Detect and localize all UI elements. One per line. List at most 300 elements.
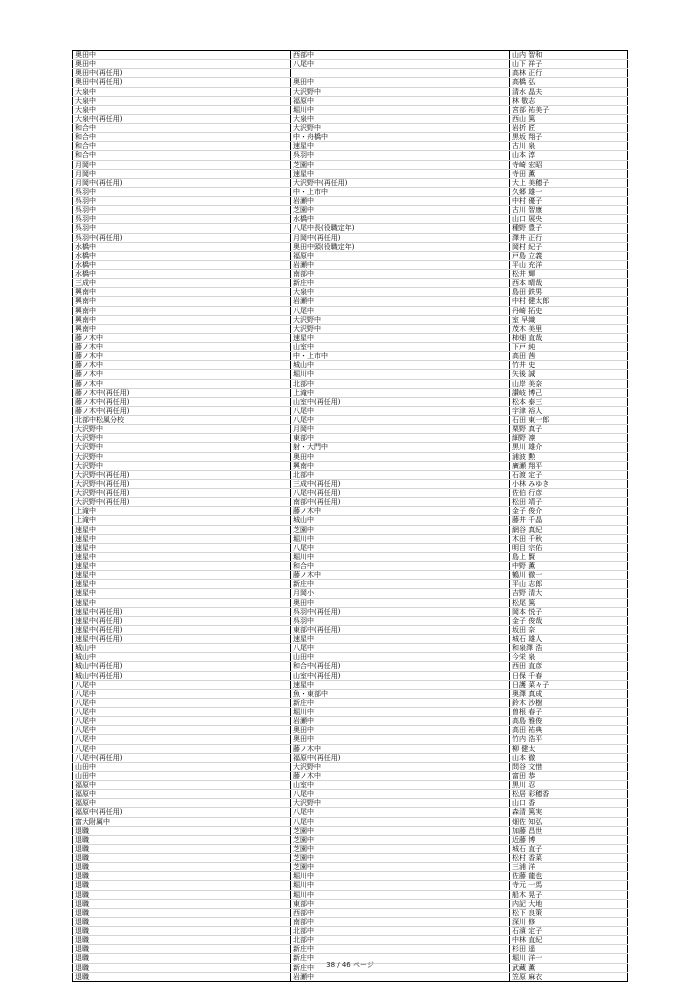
table-row — [73, 215, 628, 224]
old-school-cell: 呉羽中 — [73, 197, 291, 206]
new-school-cell: 西部中 — [291, 51, 510, 60]
new-school-cell: 呉羽中 — [291, 151, 510, 160]
teacher-name-cell: 笠原 麻衣 — [510, 972, 628, 981]
teacher-name-cell: 山下 祥子 — [510, 60, 628, 69]
teacher-name-cell: 山内 智和 — [510, 51, 628, 60]
new-school-cell: 八尾中 — [291, 416, 510, 425]
table-row — [73, 717, 628, 726]
new-school-cell: 大泉中 — [291, 114, 510, 123]
teacher-name-cell: 富田 恭 — [510, 771, 628, 780]
old-school-cell: 大泉中 — [73, 105, 291, 114]
table-row — [73, 87, 628, 96]
old-school-cell: 福原中(再任用) — [73, 808, 291, 817]
new-school-cell: 呉羽中 — [291, 616, 510, 625]
new-school-cell: 岩瀬中 — [291, 717, 510, 726]
old-school-cell: 奥田中(再任用) — [73, 69, 291, 78]
teacher-name-cell: 佐伯 行彦 — [510, 489, 628, 498]
teacher-name-cell: 浦波 勲 — [510, 452, 628, 461]
teacher-name-cell: 松田 靖子 — [510, 498, 628, 507]
old-school-cell: 福原中 — [73, 799, 291, 808]
table-row — [73, 571, 628, 580]
new-school-cell: 速星中 — [291, 635, 510, 644]
teacher-name-cell: 武藏 薫 — [510, 963, 628, 972]
new-school-cell: 中・舟橋中 — [291, 133, 510, 142]
table-row — [73, 324, 628, 333]
new-school-cell: 八尾中 — [291, 306, 510, 315]
teacher-name-cell: 近藤 博 — [510, 835, 628, 844]
teacher-name-cell: 室 早織 — [510, 315, 628, 324]
new-school-cell: 速星中 — [291, 333, 510, 342]
table-row — [73, 352, 628, 361]
new-school-cell: 堀川中 — [291, 708, 510, 717]
new-school-cell: 芝園中 — [291, 525, 510, 534]
new-school-cell: 新庄中 — [291, 954, 510, 963]
page-number: 38 / 46 ページ — [326, 961, 374, 969]
new-school-cell: 岩瀬中 — [291, 972, 510, 981]
new-school-cell: 奥田中 — [291, 735, 510, 744]
table-row — [73, 416, 628, 425]
old-school-cell: 退職 — [73, 927, 291, 936]
old-school-cell: 大泉中(再任用) — [73, 114, 291, 123]
new-school-cell: 奥田中 — [291, 726, 510, 735]
teacher-name-cell: 三浦 洋 — [510, 863, 628, 872]
table-row — [73, 333, 628, 342]
teacher-name-cell: 石濱 定子 — [510, 927, 628, 936]
table-row — [73, 936, 628, 945]
table-row — [73, 379, 628, 388]
teacher-name-cell: 山口 展央 — [510, 215, 628, 224]
teacher-name-cell: 高島 雅俊 — [510, 717, 628, 726]
old-school-cell: 興南中 — [73, 324, 291, 333]
old-school-cell: 月岡中(再任用) — [73, 178, 291, 187]
new-school-cell: 東部中(再任用) — [291, 625, 510, 634]
table-row — [73, 306, 628, 315]
teacher-name-cell: 清水 晶夫 — [510, 87, 628, 96]
table-row — [73, 288, 628, 297]
old-school-cell: 城山中 — [73, 653, 291, 662]
old-school-cell: 和合中 — [73, 124, 291, 133]
new-school-cell: 新庄中 — [291, 963, 510, 972]
table-row — [73, 735, 628, 744]
new-school-cell: 奥田中 — [291, 598, 510, 607]
old-school-cell: 速星中 — [73, 534, 291, 543]
teacher-name-cell: 古川 智康 — [510, 206, 628, 215]
old-school-cell: 呉羽中(再任用) — [73, 233, 291, 242]
new-school-cell: 山室中(再任用) — [291, 397, 510, 406]
old-school-cell: 八尾中 — [73, 744, 291, 753]
new-school-cell: 東部中 — [291, 434, 510, 443]
table-row — [73, 69, 628, 78]
old-school-cell: 福原中 — [73, 790, 291, 799]
teacher-name-cell: 中野 薫 — [510, 562, 628, 571]
teacher-name-cell: 矢後 誠 — [510, 370, 628, 379]
table-row — [73, 635, 628, 644]
teacher-name-cell: 岡村 紀子 — [510, 242, 628, 251]
table-row — [73, 507, 628, 516]
table-row — [73, 470, 628, 479]
teacher-name-cell: 問谷 文惜 — [510, 762, 628, 771]
teacher-name-cell: 鶴川 徹一 — [510, 571, 628, 580]
table-row — [73, 671, 628, 680]
table-row — [73, 589, 628, 598]
new-school-cell: 藤ノ木中 — [291, 771, 510, 780]
table-row — [73, 133, 628, 142]
old-school-cell: 退職 — [73, 972, 291, 981]
teacher-name-cell: 西田 直彦 — [510, 662, 628, 671]
teacher-name-cell: 廣瀬 翔平 — [510, 461, 628, 470]
old-school-cell: 奥田中 — [73, 51, 291, 60]
new-school-cell: 山室中(再任用) — [291, 671, 510, 680]
new-school-cell: 大泉中 — [291, 288, 510, 297]
teacher-name-cell: 種野 豊子 — [510, 224, 628, 233]
old-school-cell: 八尾中 — [73, 680, 291, 689]
new-school-cell: 西部中 — [291, 908, 510, 917]
old-school-cell: 大沢野中(再任用) — [73, 470, 291, 479]
new-school-cell: 堀川中 — [291, 881, 510, 890]
transfer-table-body — [73, 51, 628, 982]
teacher-name-cell: 吉野 清大 — [510, 589, 628, 598]
new-school-cell: 岩瀬中 — [291, 197, 510, 206]
table-row — [73, 534, 628, 543]
teacher-name-cell: 城石 雄人 — [510, 635, 628, 644]
old-school-cell: 北部中松風分校 — [73, 416, 291, 425]
teacher-name-cell: 岩折 匠 — [510, 124, 628, 133]
old-school-cell: 呉羽中 — [73, 187, 291, 196]
table-row — [73, 680, 628, 689]
table-row — [73, 489, 628, 498]
new-school-cell: 福原中 — [291, 251, 510, 260]
new-school-cell: 上滝中 — [291, 388, 510, 397]
new-school-cell: 藤ノ木中 — [291, 507, 510, 516]
table-row — [73, 434, 628, 443]
old-school-cell: 八尾中(再任用) — [73, 753, 291, 762]
teacher-name-cell: 松村 香菜 — [510, 854, 628, 863]
teacher-name-cell: 奥澤 真成 — [510, 689, 628, 698]
teacher-name-cell: 松井 輝 — [510, 270, 628, 279]
table-row — [73, 744, 628, 753]
new-school-cell: 射・大門中 — [291, 443, 510, 452]
teacher-name-cell: 松下 良策 — [510, 908, 628, 917]
teacher-name-cell: 宇津 裕人 — [510, 406, 628, 415]
table-row — [73, 224, 628, 233]
old-school-cell: 藤ノ木中 — [73, 361, 291, 370]
teacher-name-cell: 小林 みゆき — [510, 479, 628, 488]
table-row — [73, 899, 628, 908]
old-school-cell: 退職 — [73, 908, 291, 917]
old-school-cell: 速星中 — [73, 589, 291, 598]
teacher-name-cell: 日保 千春 — [510, 671, 628, 680]
table-row — [73, 251, 628, 260]
teacher-name-cell: 戸島 立義 — [510, 251, 628, 260]
old-school-cell: 水橋中 — [73, 242, 291, 251]
teacher-name-cell: 松居 彩穂香 — [510, 790, 628, 799]
table-row — [73, 844, 628, 853]
new-school-cell: 月岡小 — [291, 589, 510, 598]
table-row — [73, 808, 628, 817]
table-row — [73, 689, 628, 698]
old-school-cell: 退職 — [73, 899, 291, 908]
teacher-name-cell: 石渡 定子 — [510, 470, 628, 479]
teacher-name-cell: 金子 俊介 — [510, 507, 628, 516]
old-school-cell: 速星中(再任用) — [73, 635, 291, 644]
table-row — [73, 516, 628, 525]
table-row — [73, 343, 628, 352]
old-school-cell: 退職 — [73, 945, 291, 954]
old-school-cell: 興南中 — [73, 288, 291, 297]
old-school-cell: 速星中 — [73, 552, 291, 561]
table-row — [73, 927, 628, 936]
new-school-cell: 新庄中 — [291, 580, 510, 589]
new-school-cell: 八尾中 — [291, 644, 510, 653]
teacher-name-cell: 堀川 洋一 — [510, 954, 628, 963]
teacher-name-cell: 澤井 正行 — [510, 233, 628, 242]
teacher-name-cell: 柳 健太 — [510, 744, 628, 753]
teacher-name-cell: 竹内 浩平 — [510, 735, 628, 744]
table-row — [73, 653, 628, 662]
teacher-name-cell: 高橋 弘 — [510, 78, 628, 87]
table-row — [73, 771, 628, 780]
old-school-cell: 和合中 — [73, 133, 291, 142]
table-row — [73, 644, 628, 653]
table-row — [73, 178, 628, 187]
old-school-cell: 大沢野中 — [73, 461, 291, 470]
teacher-name-cell: 西山 篤 — [510, 114, 628, 123]
new-school-cell: 水橋中 — [291, 215, 510, 224]
old-school-cell: 退職 — [73, 963, 291, 972]
table-row — [73, 96, 628, 105]
new-school-cell: 三成中(再任用) — [291, 479, 510, 488]
old-school-cell: 八尾中 — [73, 726, 291, 735]
teacher-name-cell: 杉田 遥 — [510, 945, 628, 954]
table-row — [73, 370, 628, 379]
old-school-cell: 奥田中(再任用) — [73, 78, 291, 87]
teacher-name-cell: 中村 健太郎 — [510, 297, 628, 306]
teacher-name-cell: 平山 志郎 — [510, 580, 628, 589]
teacher-name-cell: 藤井 千晶 — [510, 516, 628, 525]
table-row — [73, 580, 628, 589]
teacher-name-cell: 佐藤 龍也 — [510, 872, 628, 881]
table-row — [73, 406, 628, 415]
table-row — [73, 525, 628, 534]
old-school-cell: 水橋中 — [73, 260, 291, 269]
teacher-name-cell: 寺田 薫 — [510, 169, 628, 178]
old-school-cell: 速星中 — [73, 580, 291, 589]
teacher-name-cell: 高田 祐典 — [510, 726, 628, 735]
old-school-cell: 八尾中 — [73, 717, 291, 726]
table-row — [73, 187, 628, 196]
new-school-cell: 大沢野中(再任用) — [291, 178, 510, 187]
table-row — [73, 817, 628, 826]
teacher-name-cell: 山本 徹 — [510, 753, 628, 762]
teacher-name-cell: 島田 鉄男 — [510, 288, 628, 297]
table-row — [73, 726, 628, 735]
teacher-name-cell: 石田 東一郎 — [510, 416, 628, 425]
old-school-cell: 大沢野中 — [73, 434, 291, 443]
new-school-cell: 北部中 — [291, 379, 510, 388]
old-school-cell: 退職 — [73, 826, 291, 835]
table-row — [73, 799, 628, 808]
transfer-table — [72, 50, 628, 982]
old-school-cell: 速星中 — [73, 571, 291, 580]
teacher-name-cell: 網谷 真紀 — [510, 525, 628, 534]
new-school-cell: 速星中 — [291, 142, 510, 151]
table-row — [73, 78, 628, 87]
table-row — [73, 142, 628, 151]
old-school-cell: 和合中 — [73, 142, 291, 151]
new-school-cell: 北部中 — [291, 470, 510, 479]
teacher-name-cell: 日護 菜々子 — [510, 680, 628, 689]
new-school-cell: 福原中(再任用) — [291, 753, 510, 762]
old-school-cell: 速星中(再任用) — [73, 607, 291, 616]
new-school-cell: 芝園中 — [291, 863, 510, 872]
new-school-cell: 八尾中 — [291, 817, 510, 826]
new-school-cell: 速星中 — [291, 680, 510, 689]
teacher-name-cell: 黒川 忍 — [510, 781, 628, 790]
teacher-name-cell: 茂木 美里 — [510, 324, 628, 333]
teacher-name-cell: 古川 泉 — [510, 142, 628, 151]
table-row — [73, 233, 628, 242]
old-school-cell: 大沢野中(再任用) — [73, 489, 291, 498]
new-school-cell: 月岡中(再任用) — [291, 233, 510, 242]
new-school-cell: 八尾中(再任用) — [291, 489, 510, 498]
teacher-name-cell: 黒川 雄介 — [510, 443, 628, 452]
new-school-cell — [291, 69, 510, 78]
old-school-cell: 八尾中 — [73, 689, 291, 698]
old-school-cell: 大沢野中 — [73, 425, 291, 434]
old-school-cell: 大沢野中 — [73, 452, 291, 461]
old-school-cell: 山田中 — [73, 771, 291, 780]
old-school-cell: 上滝中 — [73, 507, 291, 516]
teacher-name-cell: 和泉澤 浩 — [510, 644, 628, 653]
new-school-cell: 芝園中 — [291, 854, 510, 863]
teacher-name-cell: 深川 修 — [510, 917, 628, 926]
new-school-cell: 福原中 — [291, 96, 510, 105]
new-school-cell: 呉羽中(再任用) — [291, 607, 510, 616]
teacher-name-cell: 明目 宗佑 — [510, 543, 628, 552]
table-row — [73, 890, 628, 899]
old-school-cell: 福原中 — [73, 781, 291, 790]
teacher-name-cell: 丹崎 拓史 — [510, 306, 628, 315]
new-school-cell: 岩瀬中 — [291, 297, 510, 306]
old-school-cell: 退職 — [73, 881, 291, 890]
new-school-cell: 新庄中 — [291, 279, 510, 288]
old-school-cell: 大泉中 — [73, 87, 291, 96]
new-school-cell: 藤ノ木中 — [291, 571, 510, 580]
new-school-cell: 山田中 — [291, 653, 510, 662]
old-school-cell: 藤ノ木中 — [73, 379, 291, 388]
teacher-name-cell: 大上 美穂子 — [510, 178, 628, 187]
table-row — [73, 543, 628, 552]
old-school-cell: 城山中 — [73, 644, 291, 653]
table-row — [73, 60, 628, 69]
new-school-cell: 興南中 — [291, 461, 510, 470]
new-school-cell: 南部中 — [291, 270, 510, 279]
old-school-cell: 呉羽中 — [73, 224, 291, 233]
new-school-cell: 堀川中 — [291, 872, 510, 881]
old-school-cell: 八尾中 — [73, 735, 291, 744]
new-school-cell: 八尾中 — [291, 790, 510, 799]
new-school-cell: 城山中 — [291, 516, 510, 525]
old-school-cell: 和合中 — [73, 151, 291, 160]
new-school-cell: 北部中 — [291, 936, 510, 945]
new-school-cell: 中・上市中 — [291, 187, 510, 196]
new-school-cell: 芝園中 — [291, 835, 510, 844]
old-school-cell: 大泉中 — [73, 96, 291, 105]
new-school-cell: 大沢野中 — [291, 324, 510, 333]
old-school-cell: 上滝中 — [73, 516, 291, 525]
old-school-cell: 大沢野中 — [73, 443, 291, 452]
teacher-name-cell: 細野 凛 — [510, 434, 628, 443]
teacher-name-cell: 平山 充洋 — [510, 260, 628, 269]
new-school-cell: 南部中(再任用) — [291, 498, 510, 507]
table-row — [73, 835, 628, 844]
old-school-cell: 八尾中 — [73, 698, 291, 707]
old-school-cell: 興南中 — [73, 297, 291, 306]
table-row — [73, 708, 628, 717]
new-school-cell: 八尾中 — [291, 60, 510, 69]
teacher-name-cell: 西本 晴哉 — [510, 279, 628, 288]
teacher-name-cell: 宮部 祐美子 — [510, 105, 628, 114]
table-row — [73, 452, 628, 461]
teacher-name-cell: 島上 賢 — [510, 552, 628, 561]
teacher-name-cell: 山岸 美奈 — [510, 379, 628, 388]
table-row — [73, 397, 628, 406]
old-school-cell: 大沢野中(再任用) — [73, 498, 291, 507]
old-school-cell: 八尾中 — [73, 708, 291, 717]
new-school-cell: 堀川中 — [291, 105, 510, 114]
teacher-name-cell: 柿畑 直哉 — [510, 333, 628, 342]
new-school-cell: 芝園中 — [291, 844, 510, 853]
teacher-name-cell: 下戸 純 — [510, 343, 628, 352]
new-school-cell: 山室中 — [291, 343, 510, 352]
old-school-cell: 藤ノ木中 — [73, 343, 291, 352]
table-row — [73, 242, 628, 251]
table-row — [73, 607, 628, 616]
old-school-cell: 速星中 — [73, 598, 291, 607]
teacher-name-cell: 寺元 一馬 — [510, 881, 628, 890]
teacher-name-cell: 松本 泰三 — [510, 397, 628, 406]
new-school-cell: 藤ノ木中 — [291, 744, 510, 753]
table-row — [73, 151, 628, 160]
new-school-cell: 大沢野中 — [291, 124, 510, 133]
table-row — [73, 917, 628, 926]
table-row — [73, 872, 628, 881]
table-row — [73, 443, 628, 452]
old-school-cell: 藤ノ木中 — [73, 352, 291, 361]
teacher-name-cell: 中林 直紀 — [510, 936, 628, 945]
teacher-name-cell: 今栄 泉 — [510, 653, 628, 662]
old-school-cell: 城山中(再任用) — [73, 671, 291, 680]
table-row — [73, 790, 628, 799]
teacher-name-cell: 内記 大地 — [510, 899, 628, 908]
table-row — [73, 160, 628, 169]
old-school-cell: 興南中 — [73, 306, 291, 315]
table-row — [73, 662, 628, 671]
new-school-cell: 八尾中 — [291, 543, 510, 552]
table-row — [73, 598, 628, 607]
old-school-cell: 退職 — [73, 863, 291, 872]
old-school-cell: 月岡中 — [73, 169, 291, 178]
teacher-name-cell: 松尾 篤 — [510, 598, 628, 607]
old-school-cell: 退職 — [73, 917, 291, 926]
teacher-name-cell: 畑佐 知弘 — [510, 817, 628, 826]
old-school-cell: 速星中(再任用) — [73, 616, 291, 625]
new-school-cell: 魚・東部中 — [291, 689, 510, 698]
table-row — [73, 881, 628, 890]
new-school-cell: 南部中 — [291, 917, 510, 926]
old-school-cell: 興南中 — [73, 315, 291, 324]
teacher-name-cell: 船木 晃子 — [510, 890, 628, 899]
